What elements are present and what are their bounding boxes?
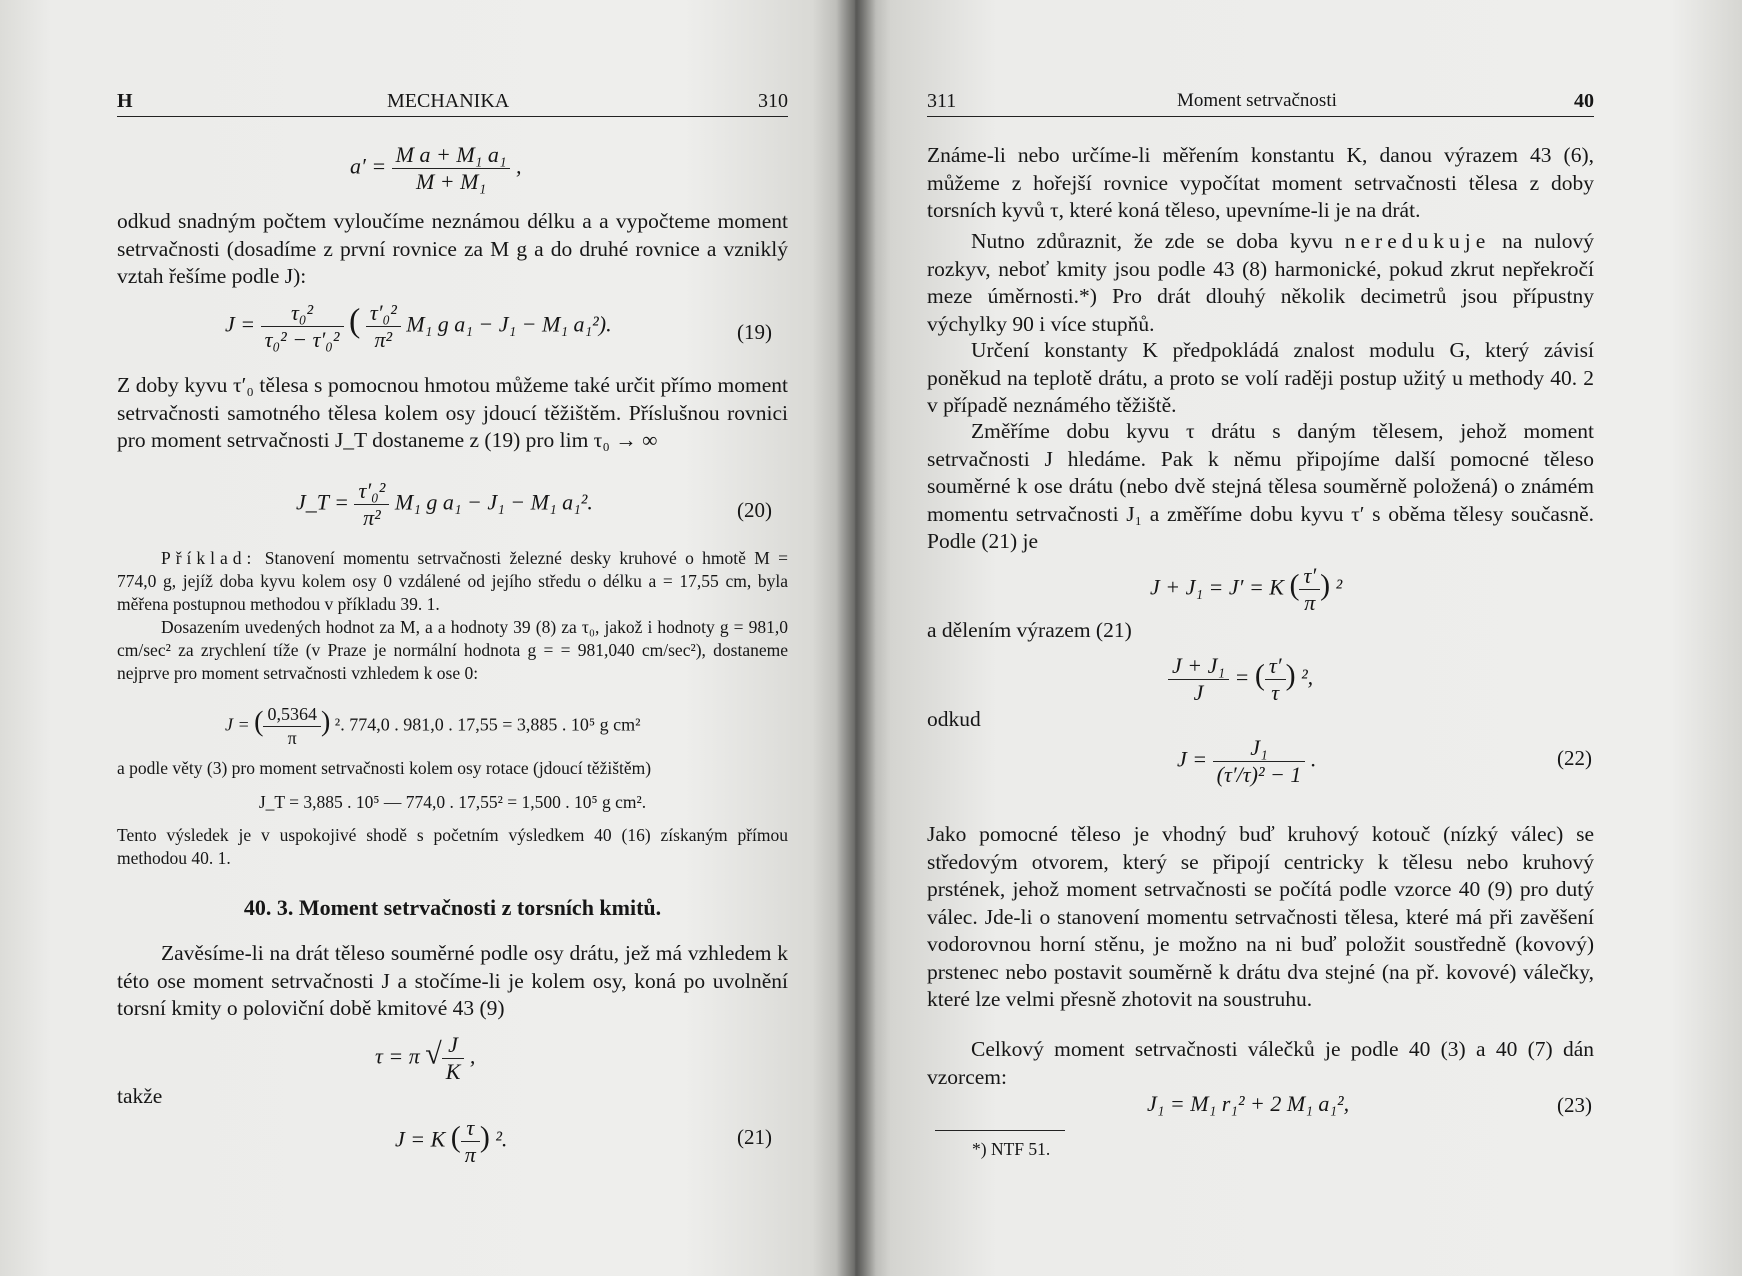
header-section-letter: H [117,90,133,112]
fraction-numerator: τ [461,1115,480,1142]
line-delenim: a dělením výrazem (21) [927,618,1132,642]
equation-tail: , [515,153,522,179]
example-paragraph-1 [117,547,788,616]
equation-a-prime [350,142,521,195]
fraction-denominator: τ₀² − τ′₀² [264,327,340,352]
fraction-numerator: M a + M₁ a₁ [392,142,511,169]
equation-fraction [461,1115,480,1168]
equation-fraction [1213,735,1306,788]
paragraph-6: Celkový moment setrvačnosti válečků je podle 40 (3) a 40 (7) dán vzorcem: [927,1037,1594,1089]
equation-tail: , [469,1043,476,1069]
equation-fraction [1299,563,1320,616]
equation-number-19: (19) [737,320,772,344]
equals-sign: = [1234,664,1250,690]
fraction-denominator: π² [374,327,393,352]
equation-tail: M₁ g a₁ − J₁ − M₁ a₁²). [406,311,612,337]
example-paragraph-2: Dosazením uvedených hodnot za M, a a hodnoty 39 (8) za τ₀, jakož i hodnoty g = 981,0 cm/sec² za zrychlení tíže (v Praze je normální hodnota g = = 981,040 cm/sec²), dostaneme nejprve pro moment setrvačnosti vzhledem k ose 0: [117,617,788,683]
left-page [0,0,855,1276]
equation-23: J₁ = M₁ r₁² + 2 M₁ a₁², [1147,1091,1350,1116]
paragraph-1: odkud snadným počtem vyloučíme neznámou délku a a vypočteme moment setrvačnosti (dosadíme z první rovnice za M g a do druhé rovnice a vzniklý vztah řešíme podle J): [117,209,788,288]
equation-lhs: τ = π [375,1043,420,1069]
equation-lhs: J = [225,311,256,337]
equation-tail: ². [495,1126,508,1152]
right-page [855,0,1742,1276]
equation-22 [1177,735,1316,788]
fraction-denominator: π [287,728,297,748]
book-gutter [836,0,876,1276]
fraction-denominator: π² [363,505,381,530]
equation-number-21: (21) [737,1125,772,1149]
equation-number-22: (22) [1557,746,1592,770]
fraction-denominator: τ [1271,680,1280,705]
fraction-numerator: τ′₀² [366,300,401,327]
paragraph-3: Určení konstanty K předpokládá znalost modulu G, který závisí poněkud na teplotě drátu, a proto se volí raději postup užitý u methody 40. 2 v případě neznámého těžiště. [927,338,1594,417]
equation-fraction [263,703,321,750]
equation-fraction [261,300,344,353]
paragraph-2: Z doby kyvu τ′₀ tělesa s pomocnou hmotou můžeme také určit přímo moment setrvačnosti samotného tělesa kolem osy jdoucí těžištěm. Příslušnou rovnici pro moment setrvačnosti J_T dostaneme z (19) pro lim τ₀ → ∞ [117,373,788,452]
fraction-denominator: K [445,1059,461,1084]
header-title: MECHANIKA [387,90,510,112]
paragraph-3: Zavěsíme-li na drát těleso souměrné podle osy drátu, jež má vzhledem k této ose moment setrvačnosti J a stočíme-li je kolem osy, koná po uvolnění torsní kmity o poloviční době kmitové 43 (9) [117,941,788,1020]
fraction-denominator: π [464,1142,476,1167]
equation-lhs: J_T = [296,489,349,515]
footnote-rule [935,1130,1065,1131]
equation-number-23: (23) [1557,1093,1592,1117]
equation-tau: τ = π √ $\frac{J}{K}$ , [375,1032,476,1084]
equation-number-20: (20) [737,498,772,522]
example-text-1: Stanovení momentu setrvačnosti železné desky kruhové o hmotě M = 774,0 g, jejíž doba kyvu kolem osy 0 vzdálené od jejího středu o délku a = 17,55 cm, byla měřena postupnou methodou v příkladu 39. 1. [117,548,788,614]
equation-lhs: J = [225,714,250,735]
paragraph-2-end: na nulový rozkyv, neboť kmity jsou podle 43 (8) harmonické, pokud zkrut nepřekročí meze úměrnosti.*) Pro drát dlouhý několik decimetrů jsou přípustny výchylky 90 i více stupňů. [927,229,1594,336]
fraction-denominator: π [1304,590,1316,615]
left-page-header [117,88,788,117]
equation-j-plus-j1: J + J₁ = J′ = K ( $\frac{\tau'}{\pi}$ ) ² [1150,563,1343,615]
fraction-numerator: τ′ [1265,653,1286,680]
header-page-number: 310 [758,90,788,112]
word-odkud: odkud [927,707,981,731]
equation-21: J = K ( $\frac{\tau}{\pi}$ ) ². [395,1115,508,1167]
equation-tail: M₁ g a₁ − J₁ − M₁ a₁². [394,489,593,515]
paragraph-4: Změříme dobu kyvu τ drátu s daným tělesem, jehož moment setrvačnosti J hledáme. Pak k němu připojíme další pomocné těleso souměrné k ose drátu (nebo dvě stejná tělesa souměrně položená) o známém momentu setrvačnosti J₁ a změříme dobu kyvu τ′ s oběma tělesy současně. Podle (21) je [927,419,1594,553]
equation-tail: . [1310,746,1317,772]
paragraph-2 [927,228,1594,338]
header-section-number: 40 [1574,90,1594,112]
equation-ratio: $\frac{\text{J + J₁}}{J}$ = ( $\frac{\tau'}{\tau}$ ) ², [1168,653,1313,706]
fraction-numerator: J + J₁ [1168,653,1229,680]
equation-19: J = $\frac{\text{τ₀²}}{\text{τ₀² − τ′₀²}}$ ( $\frac{\text{τ′₀²}}{\text{π²}}$ M₁ g a₁ − J₁ − M₁ a₁²). [225,300,612,352]
fraction-denominator: M + M₁ [415,169,487,194]
fraction-numerator: τ′₀² [354,478,389,505]
header-page-number: 311 [927,90,957,112]
equation-20 [296,478,593,531]
paragraph-5: Jako pomocné těleso je vhodný buď kruhový kotouč (nízký válec) se středovým otvorem, který se připojí centricky k tělesu nebo kruhový prstének, jehož moment setrvačnosti se počítá podle vzorce 40 (9) pro dutý válec. Jde-li o stanovení momentu setrvačnosti tělesa, které má při zavěšení vodorovnou horní stěnu, je možno na ni buď položit soustředně (kovový) prstenec nebo postavit souměrně k drátu dva stejné (na př. kovové) válečky, které lze velmi přesně zhotovit na soustruhu. [927,822,1594,1011]
paragraph-2-start: Nutno zdůraznit, že zde se doba kyvu [971,229,1333,253]
equation-lhs: J = [1177,746,1208,772]
equation-tail: ². 774,0 . 981,0 . 17,55 = 3,885 . 10⁵ g cm² [334,714,641,735]
fraction-denominator: J [1193,680,1204,705]
fraction-numerator: τ₀² [261,300,344,327]
equation-tail: ², [1301,664,1314,690]
word-takze: takže [117,1084,163,1108]
equation-lhs: J + J₁ = J′ = K [1150,574,1284,600]
inner-fraction [366,300,401,353]
equation-example-2: J_T = 3,885 . 10⁵ — 774,0 . 17,55² = 1,500 . 10⁵ g cm². [258,792,647,812]
equation-fraction-right [1265,653,1286,706]
fraction-numerator: 0,5364 [263,703,321,727]
fraction-numerator: τ′ [1299,563,1320,590]
paragraph-1: Známe-li nebo určíme-li měřením konstantu K, danou výrazem 43 (6), můžeme z hořejší rovnice vypočítat moment setrvačnosti tělesa z doby torsních kyvů τ, které koná těleso, upevníme-li je na drát. [927,143,1594,222]
footnote: *) NTF 51. [972,1139,1051,1159]
example-paragraph-4: Tento výsledek je v uspokojivé shodě s početním výsledkem 40 (16) získaným přímou methodou 40. 1. [117,825,788,868]
header-title: Moment setrvačnosti [1177,90,1337,111]
equation-fraction [354,478,389,531]
equation-tail: ² [1335,574,1343,600]
section-heading: 40. 3. Moment setrvačnosti z torsních kmitů. [243,895,662,920]
emphasized-word: neredukuje [1344,229,1491,253]
example-paragraph-3: a podle věty (3) pro moment setrvačnosti kolem osy rotace (jdoucí těžištěm) [117,758,652,778]
equation-lhs: a′ = [350,153,387,179]
equation-example-1: J = ( $\frac{0,5364}{\pi}$ ) ². 774,0 . 981,0 . 17,55 = 3,885 . 10⁵ g cm² [225,704,641,748]
fraction-numerator: J₁ [1213,735,1306,762]
equation-fraction-left [1168,653,1229,706]
example-label: Příklad: [161,548,257,568]
right-page-header [927,88,1594,117]
equation-fraction [442,1032,465,1085]
equation-lhs: J = K [395,1126,446,1152]
fraction-numerator: J [442,1032,465,1059]
equation-fraction [392,142,511,195]
fraction-denominator: (τ′/τ)² − 1 [1216,762,1302,787]
